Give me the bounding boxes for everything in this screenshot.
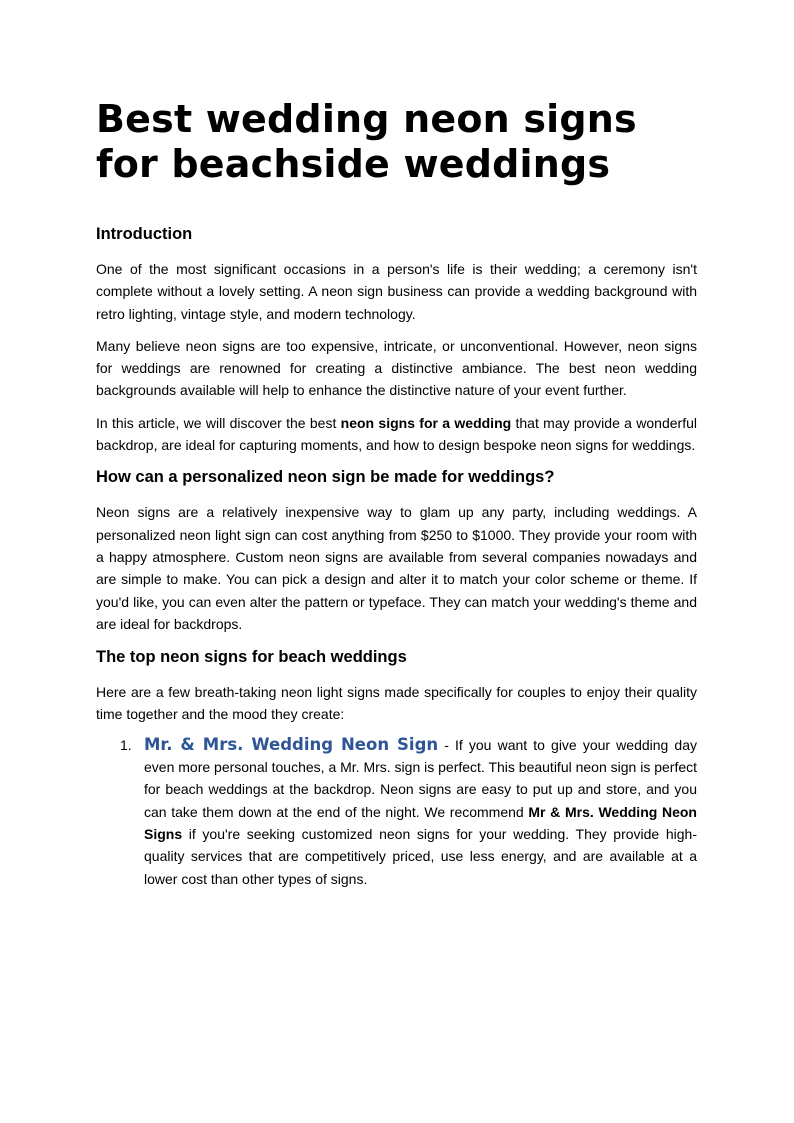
- intro-paragraph-3: [96, 412, 697, 457]
- page-title: Best wedding neon signs for beachside weddings: [96, 97, 637, 186]
- intro-p3-text-before: In this article, we will discover the best: [96, 414, 341, 431]
- mr-mrs-sign-title: Mr. & Mrs. Wedding Neon Sign: [144, 734, 439, 754]
- introduction-heading: Introduction: [96, 225, 193, 243]
- signs-list: [96, 734, 697, 890]
- intro-paragraph-2: Many believe neon signs are too expensive, intricate, or unconventional. However, neon signs for weddings are renowned for creating a distinctive ambiance. The best neon wedding backgrounds available will help to enhance the distinctive nature of your event further.: [96, 337, 697, 399]
- personalized-sign-paragraph: Neon signs are a relatively inexpensive way to glam up any party, including weddings. A personalized neon light sign can cost anything from $250 to $1000. They provide your room with a happy atmosphere. Custom neon signs are available from several companies nowadays and are simple to make. You can pick a design and alter it to match your color scheme or theme. If you'd like, you can even alter the pattern or typeface. They can match your wedding's theme and are ideal for backdrops.: [96, 504, 697, 632]
- list-item: [96, 734, 697, 890]
- mr-mrs-signs-keyword: Mr & Mrs. Wedding Neon Signs: [144, 803, 697, 842]
- personalized-sign-heading: How can a personalized neon sign be made for weddings?: [96, 468, 555, 487]
- list-item-text-after: if you're seeking customized neon signs for your wedding. They provide high-quality services that are competitively priced, use less energy, and are available at a lower cost than other types of signs.: [144, 825, 697, 887]
- intro-p3-text-after: that may provide a wonderful backdrop, are ideal for capturing moments, and how to design bespoke neon signs for weddings.: [96, 414, 697, 454]
- document-page: [96, 0, 697, 890]
- intro-paragraph-1: One of the most significant occasions in a person's life is their wedding; a ceremony isn't complete without a lovely setting. A neon sign business can provide a wedding background with retro lighting, vintage style, and modern technology.: [96, 261, 697, 322]
- neon-signs-keyword: neon signs for a wedding: [340, 414, 512, 431]
- top-signs-heading: The top neon signs for beach weddings: [96, 648, 407, 667]
- top-signs-intro-paragraph: Here are a few breath-taking neon light signs made specifically for couples to enjoy their quality time together and the mood they create:: [96, 684, 697, 723]
- list-item-text-before: - If you want to give your wedding day even more personal touches, a Mr. Mrs. sign is perfect. This beautiful neon sign is perfect for beach weddings at the backdrop. Neon signs are easy to put up and store, and you can take them down at the end of the night. We recommend: [144, 736, 698, 820]
- list-item-number: 1.: [120, 736, 132, 753]
